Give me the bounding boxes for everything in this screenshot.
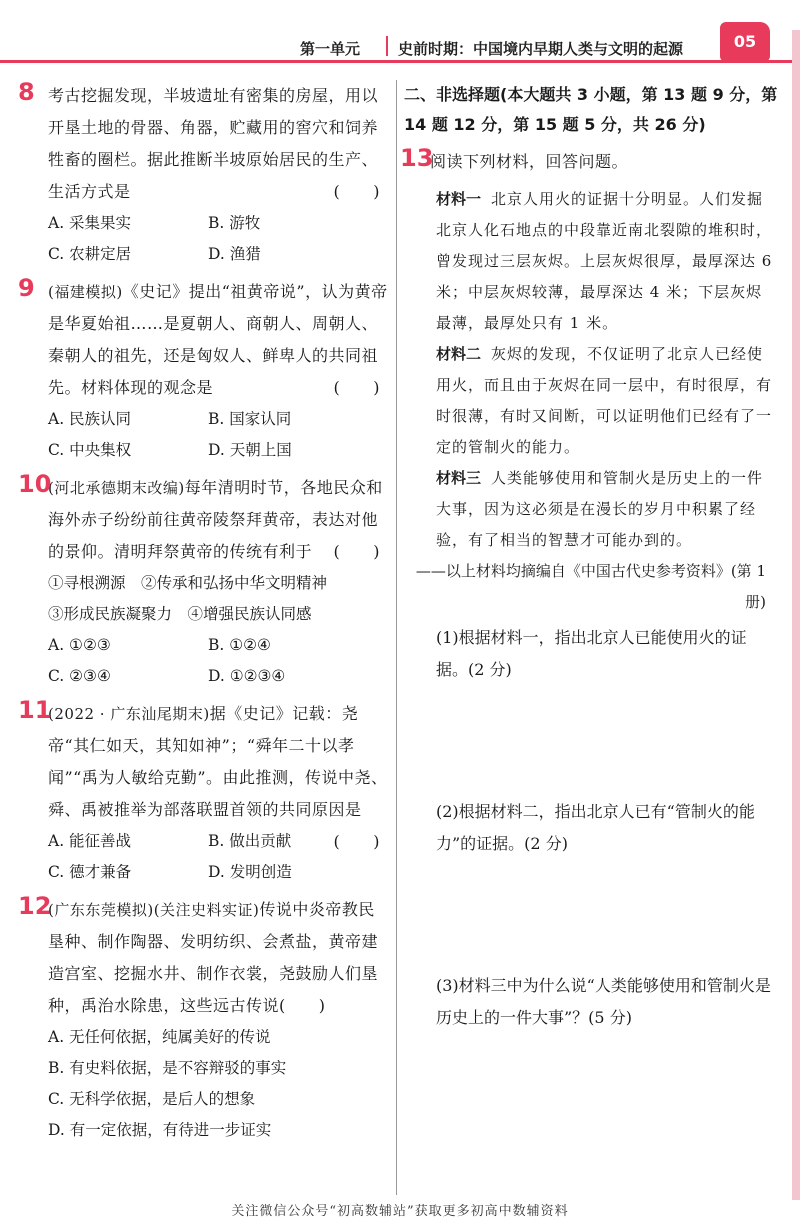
option-d: D. ①②③④: [208, 667, 286, 685]
material-3: [400, 463, 780, 556]
question-number: 13: [400, 144, 434, 172]
option-b: B. 国家认同: [208, 410, 292, 428]
question-intro: 阅读下列材料，回答问题。: [430, 152, 629, 171]
option-c: C. 德才兼备: [48, 863, 132, 881]
question-13: [400, 146, 780, 178]
right-column: [400, 80, 780, 1034]
material-source: [400, 556, 780, 618]
option-a: A. 能征善战: [48, 832, 132, 850]
question-source: (广东东莞模拟)(关注史料实证): [48, 901, 260, 919]
material-text: 灰烬的发现，不仅证明了北京人已经使用火，而且由于灰烬在同一层中，有时很厚，有时很薄，有时又间断，可以证明他们已经有了一定的管制火的能力。: [436, 345, 773, 456]
answer-paren: ( ): [333, 182, 380, 201]
question-stem: [48, 472, 390, 568]
option-d: D. 发明创造: [208, 863, 292, 881]
question-text: 考古挖掘发现，半坡遗址有密集的房屋，用以开垦土地的骨器、角器，贮藏用的窖穴和饲养牲畜的圈栏。据此推断半坡原始居民的生产、生活方式是: [48, 86, 379, 201]
question-9: [18, 276, 390, 466]
question-10: [18, 472, 390, 692]
sub-question-2: (2)根据材料二，指出北京人已有“管制火的能力”的证据。(2 分): [436, 802, 755, 853]
question-stem: [48, 80, 390, 208]
question-number: 8: [18, 78, 35, 106]
question-text: 传说中炎帝教民垦种、制作陶器、发明纺织、会煮盐，黄帝建造宫室、挖掘水井、制作衣裳，尧鼓励人们垦种，禹治水除患，这些远古传说: [48, 900, 379, 1015]
option-c: C. 中央集权: [48, 441, 132, 459]
option-a: A. 民族认同: [48, 410, 132, 428]
page-number-badge: 05: [720, 22, 770, 62]
chapter-title: 史前时期：中国境内早期人类与文明的起源: [398, 40, 684, 58]
option-b: B. ①②④: [208, 636, 271, 654]
side-strip: [792, 30, 800, 1200]
column-divider: [396, 80, 397, 1195]
question-12: [18, 894, 390, 1146]
page-header: [0, 30, 800, 66]
material-1: [400, 184, 780, 339]
question-number: 9: [18, 274, 35, 302]
top-band: [0, 0, 800, 30]
option-c: C. 无科学依据，是后人的想象: [48, 1090, 256, 1108]
answer-paren: ( ): [333, 378, 380, 397]
statement-1: ①寻根溯源 ②传承和弘扬中华文明精神: [48, 574, 328, 592]
material-label: 材料一: [436, 190, 482, 208]
answer-paren: ( ): [333, 832, 380, 851]
header-rule: [0, 60, 800, 63]
options: [48, 630, 390, 692]
question-source: (2022 · 广东汕尾期末): [48, 705, 210, 723]
option-d: D. 渔猎: [208, 245, 261, 263]
statement-2: ③形成民族凝聚力 ④增强民族认同感: [48, 605, 312, 623]
unit-label: 第一单元: [300, 40, 361, 58]
question-source: (福建模拟): [48, 283, 123, 301]
options: [48, 826, 334, 888]
sub-question-3: (3)材料三中为什么说“人类能够使用和管制火是历史上的一件大事”？(5 分): [436, 976, 771, 1027]
material-2: [400, 339, 780, 463]
question-text: 据《史记》记载：尧帝“其仁如天，其知如神”；“舜年二十以孝闻”“禹为人敏给克勤”。由此推测，传说中尧、舜、禹被推举为部落联盟首领的共同原因是: [48, 704, 388, 819]
header-separator: [386, 36, 388, 56]
material-label: 材料二: [436, 345, 482, 363]
question-number: 12: [18, 892, 52, 920]
question-11: [18, 698, 390, 888]
option-c: C. 农耕定居: [48, 245, 132, 263]
answer-paren: ( ): [279, 996, 326, 1015]
option-d: D. 有一定依据，有待进一步证实: [48, 1121, 272, 1139]
material-text: 人类能够使用和管制火是历史上的一件大事，因为这必须是在漫长的岁月中积累了经验，有了相当的智慧才可能办到的。: [436, 469, 764, 549]
question-number: 10: [18, 470, 52, 498]
question-stem: [48, 276, 390, 404]
section-title: 二、非选择题(本大题共 3 小题，第 13 题 9 分，第 14 题 12 分，第 15 题 5 分，共 26 分): [404, 85, 778, 134]
option-a: A. ①②③: [48, 636, 111, 654]
option-b: B. 游牧: [208, 214, 261, 232]
question-stem: [48, 894, 390, 1022]
option-c: C. ②③④: [48, 667, 111, 685]
option-a: A. 无任何依据，纯属美好的传说: [48, 1028, 271, 1046]
material-text: 北京人用火的证据十分明显。人们发掘北京人化石地点的中段靠近南北裂隙的堆积时，曾发现过三层灰烬。上层灰烬很厚，最厚深达 6 米；中层灰烬较薄，最厚深达 4 米；下层灰烬最薄，最厚处只有 1 米。: [436, 190, 773, 332]
option-d: D. 天朝上国: [208, 441, 292, 459]
option-a: A. 采集果实: [48, 214, 132, 232]
source-text: ——以上材料均摘编自《中国古代史参考资料》(第 1 册): [415, 562, 766, 611]
question-text: 每年清明时节，各地民众和海外赤子纷纷前往黄帝陵祭拜黄帝，表达对他的景仰。清明拜祭黄帝的传统有利于: [48, 478, 383, 561]
material-label: 材料三: [436, 469, 482, 487]
question-number: 11: [18, 696, 52, 724]
answer-paren: ( ): [333, 542, 380, 561]
question-8: [18, 80, 390, 270]
options: [48, 208, 390, 270]
option-b: B. 有史料依据，是不容辩驳的事实: [48, 1059, 287, 1077]
left-column: [18, 80, 390, 1152]
question-text: 《史记》提出“祖黄帝说”，认为黄帝是华夏始祖……是夏朝人、商朝人、周朝人、秦朝人的祖先，还是匈奴人、鲜卑人的共同祖先。材料体现的观念是: [48, 282, 388, 397]
option-b: B. 做出贡献: [208, 832, 292, 850]
sub-question-1: (1)根据材料一，指出北京人已能使用火的证据。(2 分): [436, 628, 747, 679]
question-source: (河北承德期末改编): [48, 479, 185, 497]
footer-note: 关注微信公众号“初高数辅站”获取更多初高中数辅资料: [231, 1204, 569, 1219]
options: [48, 404, 390, 466]
